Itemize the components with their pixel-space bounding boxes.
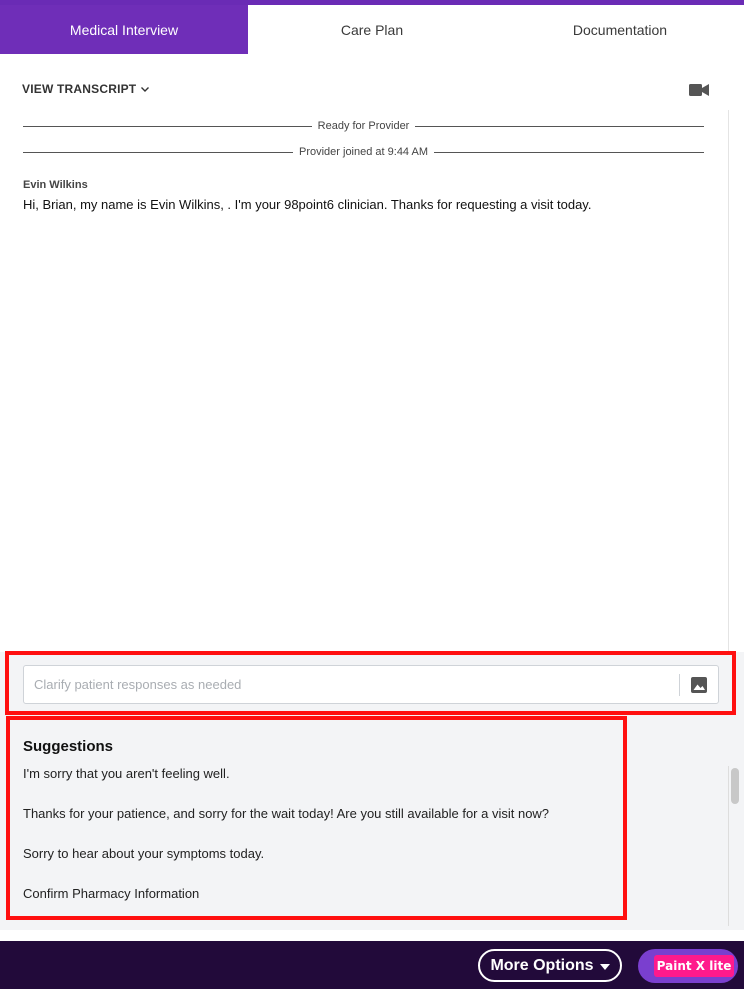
scrollbar-track <box>728 766 729 926</box>
suggestion-item[interactable]: Confirm Pharmacy Information <box>23 886 200 901</box>
scrollbar-thumb[interactable] <box>731 768 739 804</box>
event-divider <box>23 120 704 132</box>
paint-x-lite-button[interactable] <box>638 949 738 983</box>
divider-line <box>434 152 704 153</box>
view-transcript-button[interactable] <box>22 82 150 96</box>
tab-medical-interview[interactable]: Medical Interview <box>0 5 248 54</box>
compose-area <box>0 652 744 718</box>
message-text: Hi, Brian, my name is Evin Wilkins, . I'm your 98point6 clinician. Thanks for requesting a visit today. <box>23 197 592 212</box>
divider-line <box>415 126 704 127</box>
event-divider <box>23 146 704 158</box>
divider-line <box>23 152 293 153</box>
divider-line <box>23 126 312 127</box>
video-camera-icon[interactable] <box>689 82 709 98</box>
paint-x-lite-logo: Paint X lite <box>654 955 734 977</box>
more-options-label: More Options <box>490 956 594 974</box>
event-text: Ready for Provider <box>317 120 410 132</box>
suggestion-item[interactable]: Thanks for your patience, and sorry for the wait today! Are you still available for a visit now? <box>23 806 550 821</box>
chevron-down-icon <box>140 84 150 94</box>
image-icon[interactable] <box>690 676 708 694</box>
suggestions-title: Suggestions <box>23 738 114 755</box>
caret-down-icon <box>600 964 610 970</box>
message-input-box <box>23 665 719 704</box>
suggestions-panel <box>0 718 744 930</box>
more-options-button[interactable] <box>478 949 622 982</box>
bottom-toolbar <box>0 941 744 989</box>
tab-documentation[interactable]: Documentation <box>496 5 744 54</box>
message-author: Evin Wilkins <box>23 179 88 191</box>
view-transcript-label: VIEW TRANSCRIPT <box>22 82 137 96</box>
event-text: Provider joined at 9:44 AM <box>298 146 429 158</box>
tab-bar <box>0 5 744 54</box>
chat-transcript <box>0 110 729 652</box>
suggestion-item[interactable]: Sorry to hear about your symptoms today. <box>23 846 265 861</box>
tab-care-plan[interactable]: Care Plan <box>248 5 496 54</box>
suggestion-item[interactable]: I'm sorry that you aren't feeling well. <box>23 766 230 781</box>
message-input[interactable] <box>24 666 678 703</box>
transcript-header <box>0 70 744 110</box>
input-separator <box>679 674 680 696</box>
